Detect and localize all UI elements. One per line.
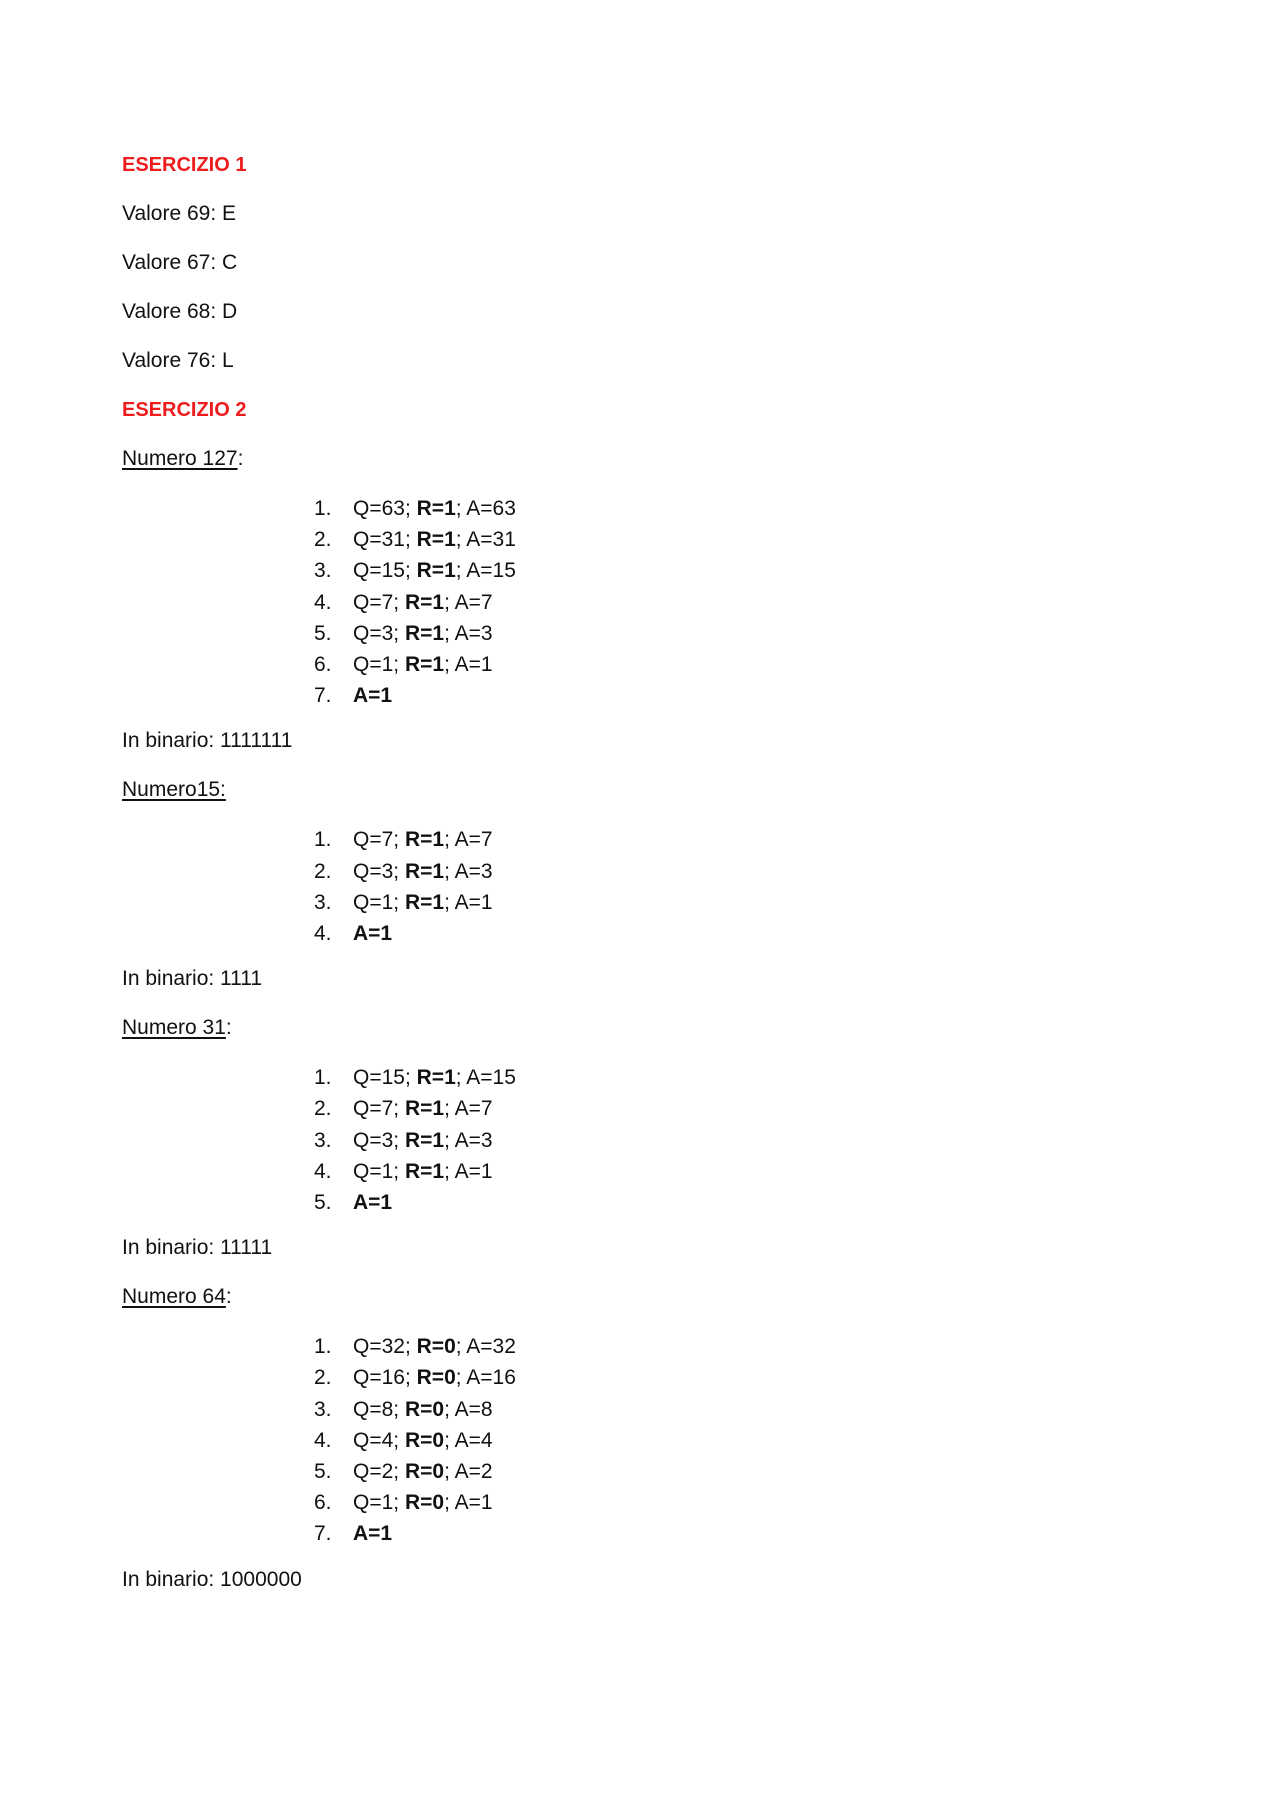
value-line: Valore 76: L xyxy=(122,349,234,372)
list-item xyxy=(122,680,1162,711)
list-item xyxy=(122,1425,1162,1456)
list-item xyxy=(122,587,1162,618)
step-accumulator: ; A=3 xyxy=(444,621,493,645)
step-remainder: R=1 xyxy=(404,890,445,914)
step-accumulator: ; A=15 xyxy=(455,559,516,583)
value-line: Valore 69: E xyxy=(122,202,237,225)
number-label xyxy=(122,1284,1162,1310)
step-remainder: R=0 xyxy=(416,1366,456,1390)
list-item xyxy=(122,493,1162,524)
list-item xyxy=(122,1362,1162,1393)
step-remainder: A=1 xyxy=(353,684,393,708)
binary-result: In binario: 11111 xyxy=(122,1236,273,1260)
step-accumulator: ; A=1 xyxy=(444,890,493,914)
step-quotient: Q=7; xyxy=(353,828,405,852)
step-accumulator: ; A=7 xyxy=(444,1097,493,1121)
step-quotient: Q=3; xyxy=(353,1128,405,1152)
step-remainder: R=1 xyxy=(404,828,445,852)
document-body xyxy=(122,152,1162,1616)
binary-result: In binario: 1000000 xyxy=(122,1567,302,1591)
step-accumulator: ; A=8 xyxy=(444,1397,493,1421)
step-quotient: Q=4; xyxy=(353,1428,405,1452)
step-remainder: R=0 xyxy=(404,1460,445,1484)
step-quotient: Q=7; xyxy=(353,1097,405,1121)
step-quotient: Q=1; xyxy=(353,1159,405,1183)
binary-result: In binario: 1111111 xyxy=(122,729,293,753)
division-steps-list xyxy=(122,1331,1162,1549)
division-steps-list xyxy=(122,493,1162,711)
list-item xyxy=(122,1156,1162,1187)
number-label-underlined: Numero15: xyxy=(122,778,226,802)
list-item-number: 3. xyxy=(314,559,332,583)
number-label-suffix: : xyxy=(225,1016,232,1040)
step-accumulator: ; A=7 xyxy=(444,590,493,614)
step-quotient: Q=15; xyxy=(353,1066,417,1090)
step-remainder: R=1 xyxy=(416,528,456,552)
list-item xyxy=(122,524,1162,555)
division-steps-list xyxy=(122,1062,1162,1218)
step-accumulator: ; A=3 xyxy=(444,859,493,883)
list-item-number: 3. xyxy=(314,890,332,914)
conversion-blocks xyxy=(122,446,1162,1593)
step-remainder: R=1 xyxy=(416,1066,456,1090)
step-remainder: A=1 xyxy=(353,1191,393,1215)
exercise-2-heading: ESERCIZIO 2 xyxy=(122,399,247,421)
exercise-1-heading: ESERCIZIO 1 xyxy=(122,154,247,176)
step-accumulator: ; A=15 xyxy=(455,1066,516,1090)
list-item-number: 7. xyxy=(314,684,332,708)
list-item-number: 2. xyxy=(314,1097,332,1121)
step-remainder: R=1 xyxy=(404,653,445,677)
step-accumulator: ; A=1 xyxy=(444,1159,493,1183)
step-quotient: Q=7; xyxy=(353,590,405,614)
step-quotient: Q=1; xyxy=(353,1491,405,1515)
step-remainder: R=1 xyxy=(404,621,445,645)
value-line: Valore 67: C xyxy=(122,251,238,274)
list-item-number: 4. xyxy=(314,590,332,614)
step-accumulator: ; A=31 xyxy=(455,528,516,552)
list-item xyxy=(122,1487,1162,1518)
list-item-number: 4. xyxy=(314,1159,332,1183)
number-label xyxy=(122,777,1162,803)
step-quotient: Q=16; xyxy=(353,1366,417,1390)
number-label-suffix: : xyxy=(237,447,244,470)
list-item xyxy=(122,1331,1162,1362)
list-item xyxy=(122,1187,1162,1218)
step-accumulator: ; A=16 xyxy=(455,1366,516,1390)
list-item-number: 2. xyxy=(314,1366,332,1390)
step-remainder: R=1 xyxy=(404,1128,445,1152)
list-item-number: 2. xyxy=(314,859,332,883)
step-quotient: Q=2; xyxy=(353,1460,405,1484)
list-item xyxy=(122,856,1162,887)
step-remainder: R=1 xyxy=(416,497,456,520)
step-remainder: R=1 xyxy=(404,859,445,883)
list-item xyxy=(122,649,1162,680)
division-steps-list xyxy=(122,824,1162,949)
list-item xyxy=(122,918,1162,949)
step-quotient: Q=1; xyxy=(353,890,405,914)
step-quotient: Q=31; xyxy=(353,528,417,552)
list-item-number: 1. xyxy=(314,1335,332,1359)
step-quotient: Q=8; xyxy=(353,1397,405,1421)
step-remainder: R=0 xyxy=(404,1428,445,1452)
list-item xyxy=(122,1394,1162,1425)
list-item xyxy=(122,824,1162,855)
number-label-underlined: Numero 127 xyxy=(122,447,238,470)
step-remainder: R=1 xyxy=(404,1159,445,1183)
list-item-number: 1. xyxy=(314,828,332,852)
value-line: Valore 68: D xyxy=(122,300,238,323)
list-item-number: 5. xyxy=(314,1460,332,1484)
step-quotient: Q=32; xyxy=(353,1335,417,1359)
list-item xyxy=(122,1062,1162,1093)
list-item-number: 1. xyxy=(314,497,332,520)
list-item xyxy=(122,1456,1162,1487)
step-remainder: R=0 xyxy=(416,1335,456,1359)
list-item-number: 5. xyxy=(314,621,332,645)
list-item-number: 6. xyxy=(314,1491,332,1515)
step-remainder: A=1 xyxy=(353,1522,393,1546)
step-remainder: R=1 xyxy=(404,1097,445,1121)
step-remainder: R=1 xyxy=(404,590,445,614)
step-remainder: R=0 xyxy=(404,1491,445,1515)
list-item-number: 7. xyxy=(314,1522,332,1546)
list-item-number: 3. xyxy=(314,1128,332,1152)
list-item xyxy=(122,1125,1162,1156)
step-quotient: Q=1; xyxy=(353,653,405,677)
number-label xyxy=(122,1015,1162,1041)
list-item-number: 4. xyxy=(314,1428,332,1452)
list-item xyxy=(122,1518,1162,1549)
number-label-underlined: Numero 64 xyxy=(122,1285,226,1309)
step-quotient: Q=3; xyxy=(353,859,405,883)
step-accumulator: ; A=1 xyxy=(444,1491,493,1515)
step-accumulator: ; A=4 xyxy=(444,1428,493,1452)
step-quotient: Q=3; xyxy=(353,621,405,645)
step-remainder: R=0 xyxy=(404,1397,445,1421)
list-item-number: 2. xyxy=(314,528,332,552)
list-item xyxy=(122,887,1162,918)
list-item-number: 3. xyxy=(314,1397,332,1421)
list-item xyxy=(122,555,1162,586)
list-item-number: 6. xyxy=(314,653,332,677)
step-accumulator: ; A=1 xyxy=(444,653,493,677)
binary-result: In binario: 1111 xyxy=(122,967,263,991)
step-quotient: Q=63; xyxy=(353,497,417,520)
list-item-number: 1. xyxy=(314,1066,332,1090)
list-item xyxy=(122,618,1162,649)
step-accumulator: ; A=3 xyxy=(444,1128,493,1152)
step-accumulator: ; A=7 xyxy=(444,828,493,852)
list-item-number: 5. xyxy=(314,1191,332,1215)
step-accumulator: ; A=63 xyxy=(455,497,516,520)
number-label-underlined: Numero 31 xyxy=(122,1016,226,1040)
step-quotient: Q=15; xyxy=(353,559,417,583)
step-accumulator: ; A=32 xyxy=(455,1335,516,1359)
list-item xyxy=(122,1093,1162,1124)
number-label xyxy=(122,446,1162,472)
step-remainder: R=1 xyxy=(416,559,456,583)
step-accumulator: ; A=2 xyxy=(444,1460,493,1484)
number-label-suffix: : xyxy=(225,1285,232,1309)
list-item-number: 4. xyxy=(314,922,332,946)
step-remainder: A=1 xyxy=(353,922,393,946)
